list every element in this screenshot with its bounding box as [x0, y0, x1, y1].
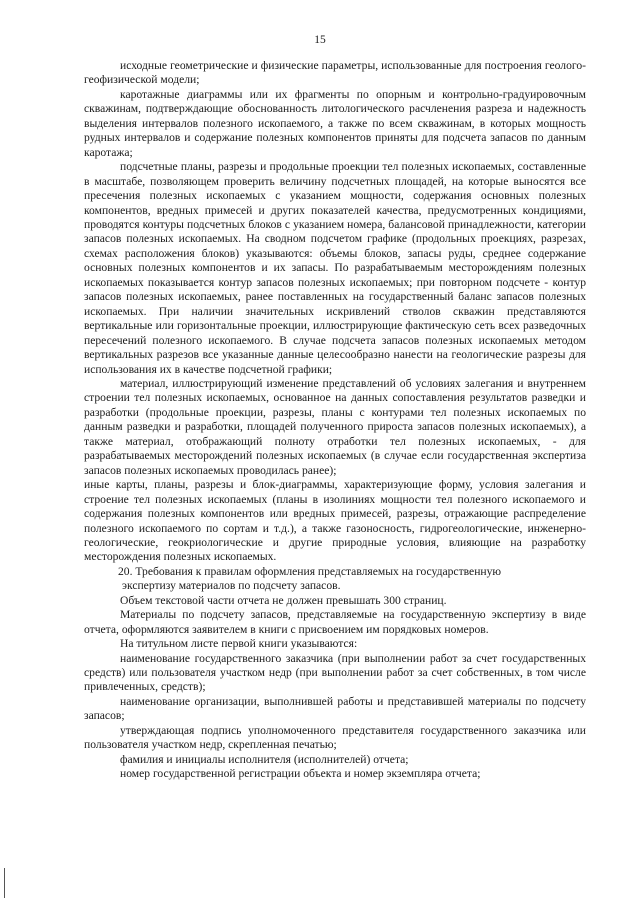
- paragraph-title-page: На титульном листе первой книги указываются:: [120, 637, 358, 651]
- paragraph-exploration-material: материал, иллюстрирующий изменение представлений об условиях залегания и внутреннем строении тел полезных ископаемых, основанное на данных сопоставления результатов разведки и разработки (продольные проекции, разрезы, планы с контурами тел полезных ископаемых по данным разведки и разработки, площадей полученного прироста запасов полезных ископаемых), а также материал, отображающий полноту отработки тел полезных ископаемых, - для разрабатываемых месторождений полезных ископаемых (в случае если государственная экспертиза запасов полезных ископаемых проводилась ранее);: [84, 376, 586, 477]
- page-number: 15: [314, 34, 326, 46]
- paragraph-calculation-plans: подсчетные планы, разрезы и продольные проекции тел полезных ископаемых, составленные в масштабе, позволяющем проверить величину подсчетных площадей, на которые выносятся все пресечения полезных ископаемых с указанием мощности, содержания основных полезных компонентов, вредных примесей и других показателей качества, предусмотренных кондициями, проводятся контуры подсчетных блоков с указанием номера, балансовой принадлежности, категории запасов полезных ископаемых. На сводном подсчетом графике (продольных проекциях, разрезах, схемах расположения блоков) указываются: объемы блоков, запасы руды, среднее содержание основных полезных компонентов и их запасы. По разрабатываемым месторождениям полезных ископаемых показывается контур запасов полезных ископаемых; при повторном подсчете - контур запасов полезных ископаемых, ранее поставленных на государственный баланс запасов полезных ископаемых. При наличии значительных искривлений стволов скважин представляются вертикальные или горизонтальные проекции, иллюстрирующие фактическую сеть всех разведочных пересечений полезного ископаемого. В случае подсчета запасов полезных ископаемых методом вертикальных разрезов все указанные данные целесообразно нанести на геологические разрезы для использования их в качестве подсчетной графики;: [84, 160, 586, 376]
- paragraph-customer-name: наименование государственного заказчика (при выполнении работ за счет государственных средств) или пользователя участком недр (при выполнении работ за счет собственных, в том числе привлеченных, средств);: [84, 651, 586, 694]
- paragraph-other-maps: иные карты, планы, разрезы и блок-диаграммы, характеризующие форму, условия залегания и строение тел полезных ископаемых (планы в изолиниях мощности тел полезного ископаемого и содержания полезных компонентов или вредных примесей, разрезы, отражающие распределение полезного ископаемого по сортам и т.д.), а также газоносность, гидрогеологические, инженерно-геологические, геокриологические и другие природные условия, влияющие на разработку месторождения полезных ископаемых.: [84, 478, 586, 564]
- paragraph-organization-name: наименование организации, выполнившей работы и представившей материалы по подсчету запасов;: [84, 694, 586, 723]
- scan-edge-mark: [4, 868, 5, 898]
- paragraph-text-volume: Объем текстовой части отчета не должен превышать 300 страниц.: [120, 593, 447, 607]
- paragraph-registration-number: номер государственной регистрации объекта и номер экземпляра отчета;: [120, 767, 481, 781]
- body-text: [84, 59, 586, 782]
- paragraph-executors: фамилия и инициалы исполнителя (исполнителей) отчета;: [120, 752, 409, 766]
- paragraph-logging-diagrams: каротажные диаграммы или их фрагменты по опорным и контрольно-градуировочным скважинам, подтверждающие обоснованность литологического расчленения разреза и надежность выделения интервалов полезного ископаемого, а также по всем скважинам, в которых мощность рудных интервалов и содержание полезных компонентов приняты для подсчета запасов по данным каротажа;: [84, 87, 586, 159]
- paragraph-source-model-params: исходные геометрические и физические параметры, использованные для построения геолого-геофизической модели;: [84, 59, 586, 87]
- paragraph-approval-signature: утверждающая подпись уполномоченного представителя государственного заказчика или пользователя участком недр, скрепленная печатью;: [84, 723, 586, 752]
- paragraph-item-20-heading-cont: экспертизу материалов по подсчету запасов.: [122, 579, 341, 593]
- paragraph-books: Материалы по подсчету запасов, представляемые на государственную экспертизу в виде отчета, оформляются заявителем в книги с присвоением им порядковых номеров.: [84, 608, 586, 636]
- paragraph-item-20-heading: 20. Требования к правилам оформления представляемых на государственную: [118, 564, 502, 578]
